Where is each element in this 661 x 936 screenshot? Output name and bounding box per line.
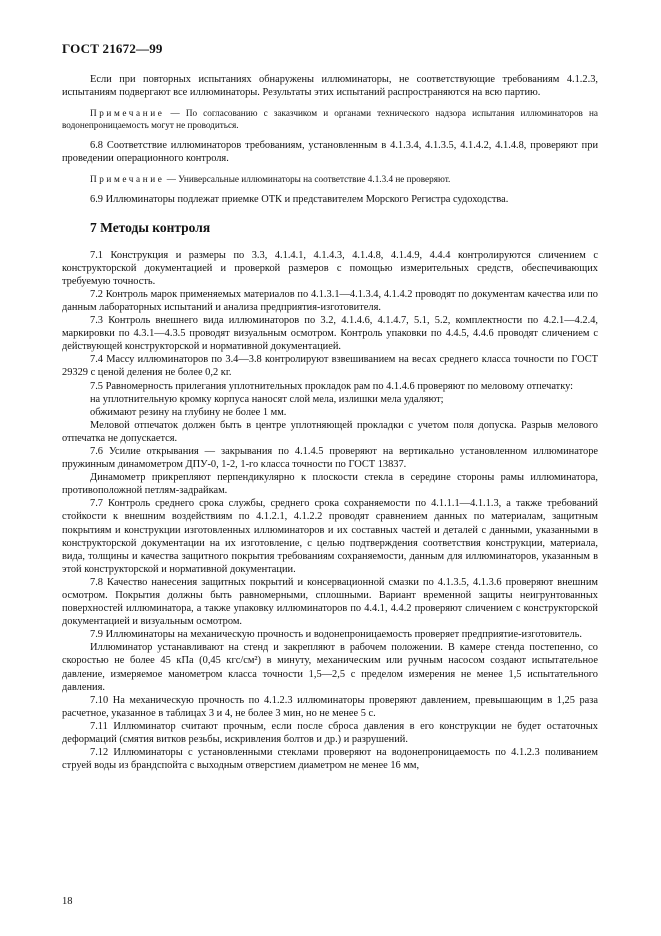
note-1 [62, 107, 598, 131]
note-2-text: — Универсальные иллюминаторы на соответствие 4.1.3.4 не проверяют. [164, 174, 451, 185]
paragraph-7-5-result: Меловой отпечаток должен быть в центре уплотняющей прокладки с учетом поля допуска. Разрыв мелового отпечатка не допускается. [62, 419, 598, 444]
paragraph-7-5-step-2: обжимают резину на глубину не более 1 мм. [90, 406, 287, 418]
note-1-text: — По согласованию с заказчиком и органами технического надзора испытания иллюминаторов на водонепроницаемость могут не проводиться. [62, 108, 598, 131]
paragraph-7-9-detail: Иллюминатор устанавливают на стенд и закрепляют в рабочем положении. В камере стенда постепенно, со скоростью не более 45 кПа (0,45 кгс/см²) в минуту, механическим или ручным насосом создают испытательное давление, измеряемое манометром класса точности 1,5—2,5 с пределом измерения не менее 1,5 испытательного давления. [62, 642, 598, 693]
note-2 [62, 173, 598, 185]
paragraph-7-8: 7.8 Качество нанесения защитных покрытий и консервационной смазки по 4.1.3.5, 4.1.3.6 проверяют внешним осмотром. Покрытия должны быть равномерными, сплошными. Вариант временной защиты неигрунтованных поверхностей иллюминатора, а также упаковку иллюминаторов по 4.4.1, 4.4.2 проверяют сличением с конструкторской документацией и визуальным осмотром. [62, 576, 598, 628]
paragraph-intro: Если при повторных испытаниях обнаружены иллюминаторы, не соответствующие требованиям 4.1.2.3, испытаниям подвергают все иллюминаторы. Результаты этих испытаний распространяются на всю партию. [62, 74, 598, 99]
paragraph-6-9: 6.9 Иллюминаторы подлежат приемке ОТК и представителем Морского Регистра судоходства. [90, 194, 509, 206]
paragraph-7-3: 7.3 Контроль внешнего вида иллюминаторов по 3.2, 4.1.4.6, 4.1.4.7, 5.1, 5.2, комплектности по 4.2.1—4.2.4, маркировки по 4.3.1—4.3.5 проводят визуальным осмотром. Контроль упаковки по 4.4.5, 4.4.6 проводят сличением с действующей конструкторской и нормативной документацией. [62, 315, 598, 353]
paragraph-7-5-step-1: на уплотнительную кромку корпуса наносят слой мела, излишки мела удаляют; [90, 393, 444, 405]
paragraph-7-6: 7.6 Усилие открывания — закрывания по 4.1.4.5 проверяют на вертикально установленном иллюминаторе пружинным динамометром ДПУ-0, 1-2, 1-го класса точности по ГОСТ 13837. [62, 445, 598, 471]
paragraph-7-5: 7.5 Равномерность прилегания уплотнительных прокладок рам по 4.1.4.6 проверяют по меловому отпечатку: [90, 380, 574, 392]
paragraph-6-8: 6.8 Соответствие иллюминаторов требованиям, установленным в 4.1.3.4, 4.1.3.5, 4.1.4.2, 4.1.4.8, проверяют при проведении операционного контроля. [62, 140, 598, 165]
page-number: 18 [62, 896, 73, 907]
paragraph-7-2: 7.2 Контроль марок применяемых материалов по 4.1.3.1—4.1.3.4, 4.1.4.2 проводят по документам качества или по данным лабораторных испытаний и анализа предприятия-изготовителя. [62, 288, 598, 313]
note-2-label: Примечание [90, 174, 165, 185]
paragraph-7-4: 7.4 Массу иллюминаторов по 3.4—3.8 контролируют взвешиванием на весах среднего класса точности по ГОСТ 29329 с ценой деления не более 0,2 кг. [62, 354, 598, 379]
document-code: ГОСТ 21672—99 [62, 41, 163, 56]
paragraph-7-11: 7.11 Иллюминатор считают прочным, если после сброса давления в его конструкции не будет остаточных деформаций (смятия витков резьбы, искривления болтов и др.) и разрушений. [62, 720, 598, 746]
paragraph-7-7: 7.7 Контроль среднего срока службы, среднего срока сохраняемости по 4.1.1.1—4.1.1.3, а также требований стойкости к внешним воздействиям по 4.1.2.1, 4.1.2.2 проводят сравнением данных по материалам, защитным покрытиям и конструкции изготовленных иллюминаторов и их составных частей и деталей с данными, указанными в конструкторской документации на их изготовление, с целью подтверждения соответствия конструкции, материала, вида, толщины и качества защитного покрытия требованиям сохраняемости, данным для иллюминаторов, указанным в этой конструкторской и нормативной документации. [62, 498, 598, 575]
paragraph-7-12: 7.12 Иллюминаторы с установленными стеклами проверяют на водонепроницаемость по 4.1.2.3 поливанием струей воды из брандспойта с выходным отверстием диаметром не менее 16 мм, [62, 747, 598, 772]
section-title: 7 Методы контроля [90, 220, 211, 236]
document-body [62, 73, 598, 772]
paragraph-7-6-detail: Динамометр прикрепляют перпендикулярно к плоскости стекла в середине стороны рамы иллюминатора, противоположной петлям-задрайкам. [62, 472, 598, 497]
paragraph-7-9: 7.9 Иллюминаторы на механическую прочность и водонепроницаемость проверяет предприятие-изготовитель. [90, 629, 582, 641]
note-1-label: Примечание [90, 108, 165, 119]
paragraph-7-1: 7.1 Конструкция и размеры по 3.3, 4.1.4.1, 4.1.4.3, 4.1.4.8, 4.1.4.9, 4.4.4 контролируются сличением с конструкторской документацией и проверкой размеров с помощью измерительных средств, обеспечивающих требуемую точность. [62, 249, 598, 287]
paragraph-7-10: 7.10 На механическую прочность по 4.1.2.3 иллюминаторы проверяют давлением, превышающим в 1,25 раза расчетное, указанное в таблицах 3 и 4, не более 3 мин, но не менее 5 с. [62, 694, 598, 719]
